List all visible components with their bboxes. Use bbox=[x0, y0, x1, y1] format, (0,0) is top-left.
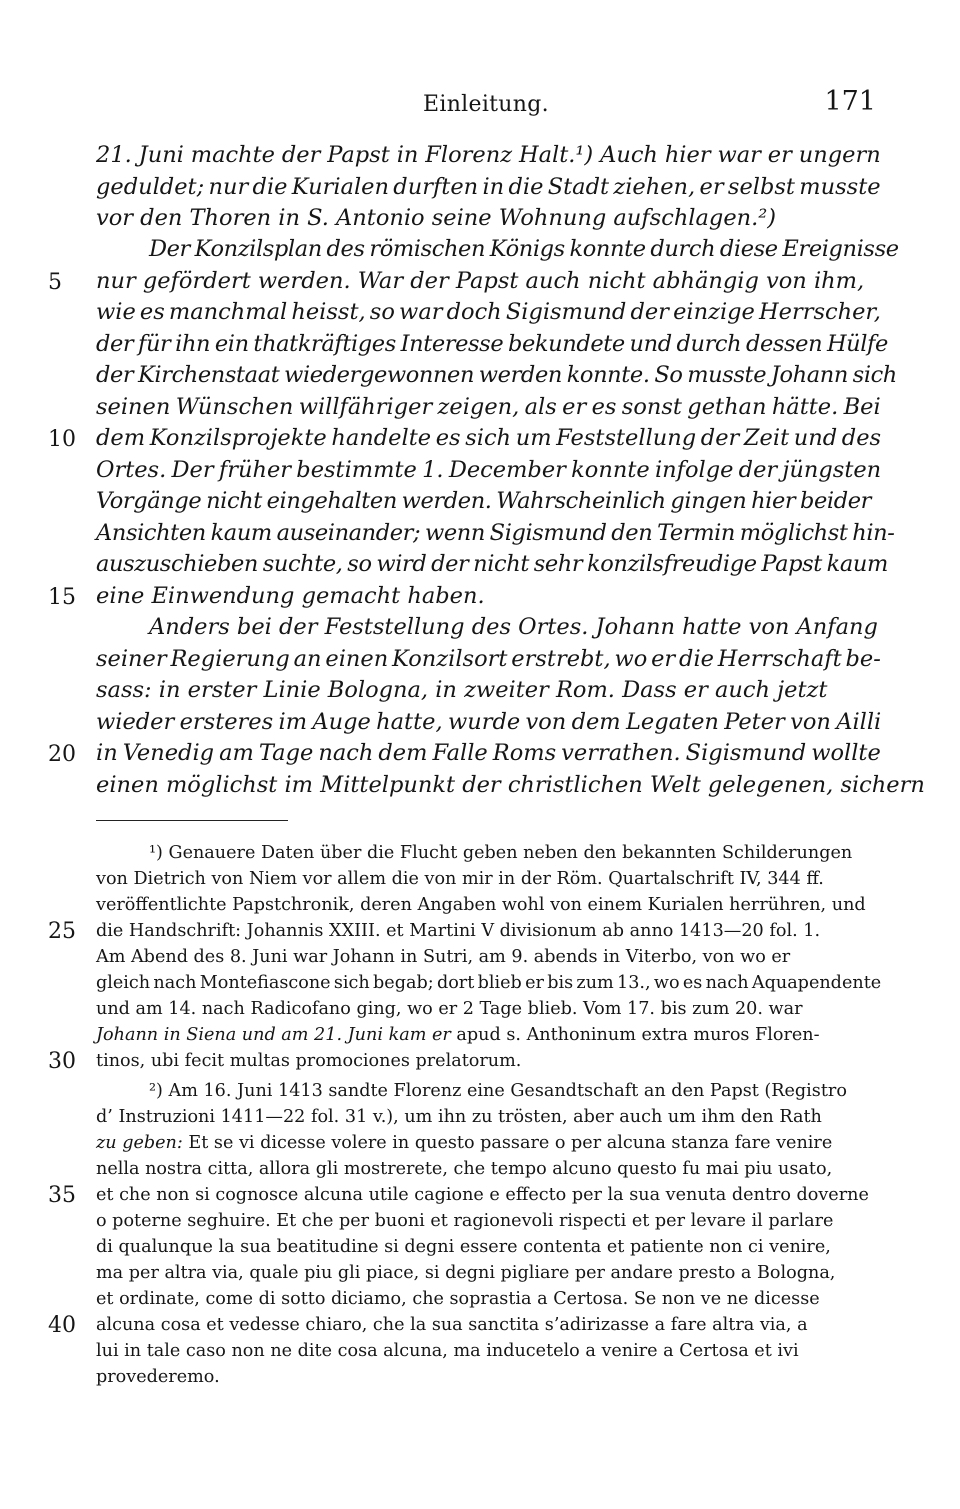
footnote-line: et che non si cognosce alcuna utile cagione e effecto per la sua venuta dentro doverne bbox=[96, 1185, 869, 1205]
main-text-line: eine Einwendung gemacht haben. bbox=[96, 583, 485, 609]
footnote-line: und am 14. nach Radicofano ging, wo er 2 Tage blieb. Vom 17. bis zum 20. war bbox=[96, 999, 803, 1019]
main-text-line: geduldet; nur die Kurialen durften in die Stadt ziehen, er selbst musste bbox=[96, 174, 881, 200]
main-text-line: der für ihn ein thatkräftiges Interesse bekundete und durch dessen Hülfe bbox=[96, 331, 888, 357]
footnote-line bbox=[96, 1022, 881, 1048]
footnote-line: nella nostra citta, allora gli mostrerete, che tempo alcuno questo fu mai piu usato, bbox=[96, 1159, 833, 1179]
footnote-line bbox=[96, 1130, 881, 1156]
line-number: 20 bbox=[48, 742, 76, 767]
main-text-line: Ortes. Der früher bestimmte 1. December konnte infolge der jüngsten bbox=[96, 457, 882, 483]
footnote-line: lui in tale caso non ne dite cosa alcuna, ma inducetelo a venire a Certosa et ivi bbox=[96, 1341, 799, 1361]
running-head: Einleitung. bbox=[423, 92, 549, 117]
footnote-rule bbox=[96, 820, 288, 821]
main-text-line: vor den Thoren in S. Antonio seine Wohnung aufschlagen.²) bbox=[96, 205, 777, 231]
line-number: 30 bbox=[48, 1049, 76, 1074]
footnote-line: gleich nach Montefiascone sich begab; dort blieb er bis zum 13., wo es nach Aquapendente bbox=[96, 973, 882, 993]
footnote-roman-span: Et se vi dicesse volere in questo passare o per alcuna stanza fare venire bbox=[182, 1133, 833, 1153]
footnote-line: alcuna cosa et vedesse chiaro, che la sua sanctita s’adirizasse a fare altra via, a bbox=[96, 1315, 808, 1335]
footnote-line: tinos, ubi fecit multas promociones prelatorum. bbox=[96, 1051, 522, 1071]
footnote-roman-span: apud s. Anthoninum extra muros Floren- bbox=[450, 1025, 820, 1045]
footnote-line: ²) Am 16. Juni 1413 sandte Florenz eine Gesandtschaft an den Papst (Registro bbox=[149, 1081, 847, 1101]
line-number: 35 bbox=[48, 1183, 76, 1208]
main-text-line: Anders bei der Feststellung des Ortes. Johann hatte von Anfang bbox=[149, 614, 878, 640]
footnote-italic-span: zu geben: bbox=[96, 1133, 183, 1153]
line-number: 40 bbox=[48, 1313, 76, 1338]
line-number: 10 bbox=[48, 427, 76, 452]
footnote-line: von Dietrich von Niem vor allem die von mir in der Röm. Quartalschrift IV, 344 ff. bbox=[96, 869, 824, 889]
footnote-line: o poterne seghuire. Et che per buoni et ragionevoli rispecti et per levare il parlare bbox=[96, 1211, 834, 1231]
footnote-line: provederemo. bbox=[96, 1367, 220, 1387]
page-number: 171 bbox=[824, 86, 876, 117]
footnote-line: ma per altra via, quale piu gli piace, si degni pigliare per andare presto a Bologna, bbox=[96, 1263, 836, 1283]
main-text-line: nur gefördert werden. War der Papst auch nicht abhängig von ihm, bbox=[96, 268, 865, 294]
main-text-line: sass: in erster Linie Bologna, in zweiter Rom. Dass er auch jetzt bbox=[96, 677, 828, 703]
line-number: 25 bbox=[48, 919, 76, 944]
main-text-line: einen möglichst im Mittelpunkt der christlichen Welt gelegenen, sichern bbox=[96, 772, 925, 798]
main-text-line: wieder ersteres im Auge hatte, wurde von dem Legaten Peter von Ailli bbox=[96, 709, 882, 735]
main-text-line: 21. Juni machte der Papst in Florenz Halt.¹) Auch hier war er ungern bbox=[96, 142, 881, 168]
footnote-line: et ordinate, come di sotto diciamo, che soprastia a Certosa. Se non ve ne dicesse bbox=[96, 1289, 820, 1309]
main-text-line: dem Konzilsprojekte handelte es sich um Feststellung der Zeit und des bbox=[96, 425, 882, 451]
footnote-line: d’ Instruzioni 1411—22 fol. 31 v.), um ihn zu trösten, aber auch um ihm den Rath bbox=[96, 1107, 822, 1127]
line-number: 15 bbox=[48, 585, 76, 610]
footnote-line: Am Abend des 8. Juni war Johann in Sutri, am 9. abends in Viterbo, von wo er bbox=[96, 947, 791, 967]
line-number: 5 bbox=[48, 270, 62, 295]
footnote-line: die Handschrift: Johannis XXIII. et Martini V divisionum ab anno 1413—20 fol. 1. bbox=[96, 921, 821, 941]
main-text-line: seinen Wünschen willfähriger zeigen, als er es sonst gethan hätte. Bei bbox=[96, 394, 881, 420]
footnote-line: veröffentlichte Papstchronik, deren Angaben wohl von einem Kurialen herrühren, und bbox=[96, 895, 866, 915]
footnote-italic-span: Johann in Siena und am 21. Juni kam er bbox=[96, 1025, 451, 1045]
main-text-line: Ansichten kaum auseinander; wenn Sigismund den Termin möglichst hin- bbox=[96, 520, 895, 546]
main-text-line: der Kirchenstaat wiedergewonnen werden konnte. So musste Johann sich bbox=[96, 362, 897, 388]
main-text-line: wie es manchmal heisst, so war doch Sigismund der einzige Herrscher, bbox=[96, 299, 881, 325]
footnote-line: di qualunque la sua beatitudine si degni essere contenta et patiente non ci venire, bbox=[96, 1237, 831, 1257]
main-text-line: seiner Regierung an einen Konzilsort erstrebt, wo er die Herrschaft be- bbox=[96, 646, 881, 672]
page-header bbox=[0, 86, 960, 122]
footnote-line: ¹) Genauere Daten über die Flucht geben neben den bekannten Schilderungen bbox=[149, 843, 853, 863]
main-text-line: Vorgänge nicht eingehalten werden. Wahrscheinlich gingen hier beider bbox=[96, 488, 871, 514]
main-text-line: auszuschieben suchte, so wird der nicht sehr konzilsfreudige Papst kaum bbox=[96, 551, 888, 577]
main-text-line: in Venedig am Tage nach dem Falle Roms verrathen. Sigismund wollte bbox=[96, 740, 881, 766]
main-text-line: Der Konzilsplan des römischen Königs konnte durch diese Ereignisse bbox=[149, 236, 899, 262]
